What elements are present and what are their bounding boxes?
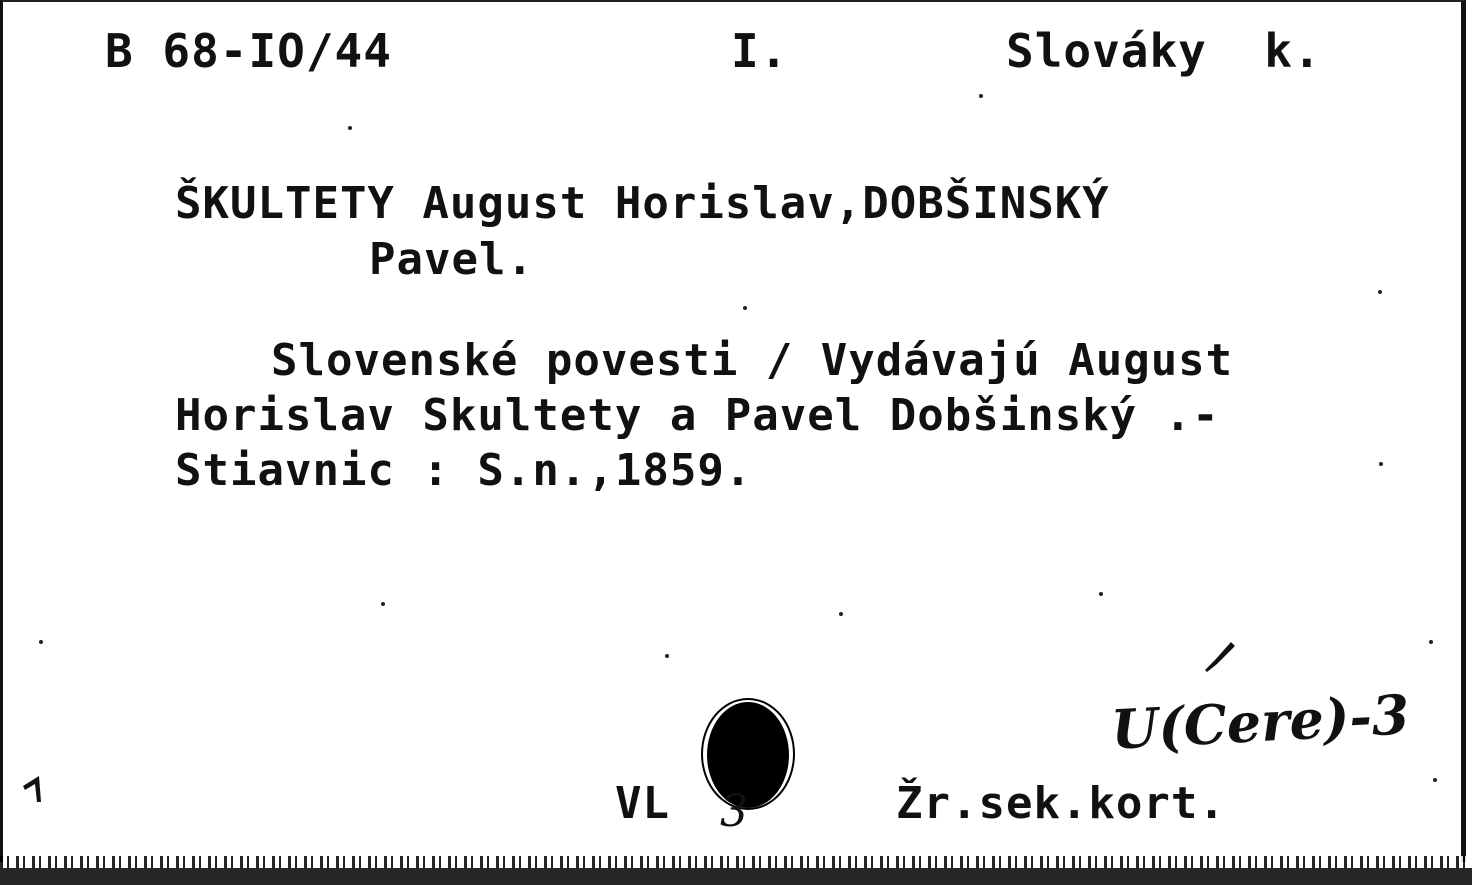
author-heading: ŠKULTETY August Horislav,DOBŠINSKÝ bbox=[175, 178, 1110, 229]
ink-speck bbox=[839, 612, 843, 616]
author-heading-continued: Pavel. bbox=[369, 234, 534, 285]
ink-speck bbox=[1099, 592, 1103, 596]
ink-speck bbox=[665, 654, 669, 658]
margin-tick-icon bbox=[17, 772, 53, 808]
ink-speck bbox=[979, 94, 983, 98]
imprint-line: Stiavnic : S.n.,1859. bbox=[175, 445, 753, 496]
card-bottom-edge bbox=[0, 856, 1472, 885]
handwritten-note: U(Cere)-3 bbox=[1109, 682, 1411, 762]
handwritten-number: 3 bbox=[720, 786, 748, 837]
department-label: Žr.sek.kort. bbox=[896, 778, 1226, 829]
ink-speck bbox=[1378, 290, 1382, 294]
title-statement-line-2: Horislav Skultety a Pavel Dobšinský .- bbox=[175, 390, 1220, 441]
ink-speck bbox=[348, 126, 352, 130]
location-code: VL bbox=[615, 778, 670, 829]
ink-speck bbox=[743, 306, 747, 310]
category-label: Slováky k. bbox=[1006, 24, 1322, 78]
ink-speck bbox=[1433, 778, 1437, 782]
title-statement-line-1: Slovenské povesti / Vydávajú August bbox=[271, 335, 1234, 386]
ink-speck bbox=[1429, 640, 1433, 644]
call-number: B 68-IO/44 bbox=[105, 24, 392, 78]
ink-stroke-icon bbox=[1201, 638, 1241, 674]
ink-speck bbox=[39, 640, 43, 644]
ink-speck bbox=[1379, 462, 1383, 466]
ink-speck bbox=[381, 602, 385, 606]
volume-number: I. bbox=[731, 24, 789, 78]
